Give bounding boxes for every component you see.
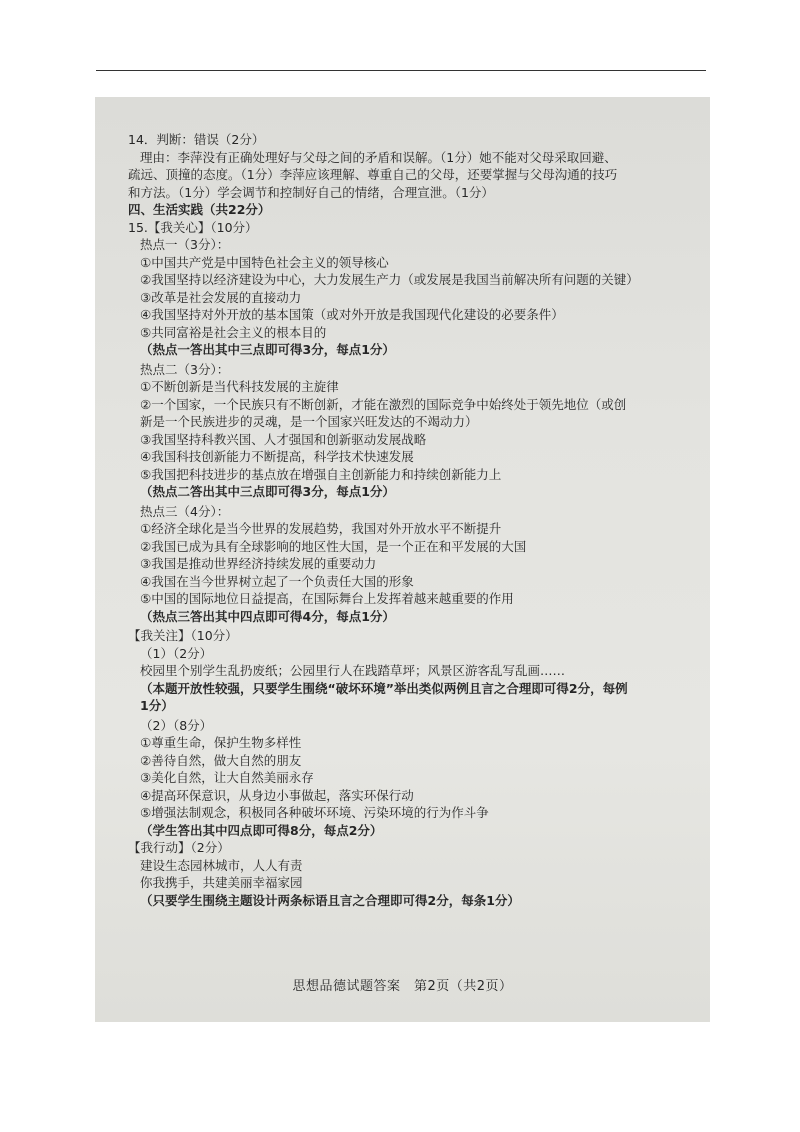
hotspot3-item: ③我国是推动世界经济持续发展的重要动力 [140,556,377,571]
hotspot2-item: ⑤我国把科技进步的基点放在增强自主创新能力和持续创新能力上 [140,466,502,482]
attention-part2-heading: （2）（8分） [140,717,213,733]
attention-part2-item: ④提高环保意识，从身边小事做起，落实环保行动 [140,787,414,803]
hotspot1-item: ④我国坚持对外开放的基本国策（或对外开放是我国现代化建设的必要条件） [140,307,564,322]
page-footer: 思想品德试题答案 第2页（共2页） [292,979,513,994]
attention-part2-item: ⑤增强法制观念，积极同各种破坏环境、污染环境的行为作斗争 [140,805,489,820]
hotspot1-item: ③改革是社会发展的直接动力 [140,289,302,305]
hotspot1-item: ②我国坚持以经济建设为中心，大力发展生产力（或发展是我国当前解决所有问题的关键） [140,272,639,287]
q14-reason-line: 疏远、顶撞的态度。（1分）李萍应该理解、尊重自己的父母，还要掌握与父母沟通的技巧 [128,167,618,182]
action-slogan: 建设生态园林城市，人人有责 [140,857,303,873]
attention-part2-item: ③美化自然，让大自然美丽永存 [140,770,314,785]
attention-part2-item: ①尊重生命，保护生物多样性 [140,735,302,750]
top-rule [96,70,706,71]
hotspot3-item: ⑤中国的国际地位日益提高，在国际舞台上发挥着越来越重要的作用 [140,591,514,606]
hotspot1-item: ⑤共同富裕是社会主义的根本目的 [140,324,327,340]
action-slogan: 你我携手，共建美丽幸福家园 [140,875,303,890]
hotspot3-item: ②我国已成为具有全球影响的地区性大国，是一个正在和平发展的大国 [140,538,527,554]
section4-heading: 四、生活实践（共22分） [128,202,271,217]
attention-part2-item: ②善待自然，做大自然的朋友 [140,752,302,768]
hotspot2-item: ②一个国家，一个民族只有不断创新，才能在激烈的国际竞争中始终处于领先地位（或创 [140,396,627,412]
q14-judgment: 14．判断：错误（2分） [128,132,265,147]
hotspot2-note: （热点二答出其中三点即可得3分，每点1分） [140,484,395,499]
hotspot2-heading: 热点二（3分）： [140,361,230,377]
attention-part2-note: （学生答出其中四点即可得8分，每点2分） [140,822,383,838]
attention-part1-note: （本题开放性较强，只要学生围绕“破坏环境”举出类似两例且言之合理即可得2分，每例 [140,680,628,696]
q15-title: 15.【我关心】（10分） [128,219,258,235]
q14-reason-line: 理由：李萍没有正确处理好与父母之间的矛盾和误解。（1分）她不能对父母采取回避、 [140,149,617,165]
attention-title: 【我关注】（10分） [128,628,238,643]
hotspot1-item: ①中国共产党是中国特色社会主义的领导核心 [140,254,389,270]
answer-content [128,131,693,909]
hotspot3-item: ④我国在当今世界树立起了一个负责任大国的形象 [140,573,414,589]
attention-part1-text: 校园里个别学生乱扔废纸；公园里行人在践踏草坪；风景区游客乱写乱画…… [140,663,566,678]
hotspot2-item: 新是一个民族进步的灵魂，是一个国家兴旺发达的不竭动力） [140,414,478,429]
hotspot3-note: （热点三答出其中四点即可得4分，每点1分） [140,608,395,624]
q14-reason-line: 和方法。（1分）学会调节和控制好自己的情绪，合理宣泄。（1分） [128,184,494,200]
hotspot3-item: ①经济全球化是当今世界的发展趋势，我国对外开放水平不断提升 [140,521,502,536]
hotspot1-heading: 热点一（3分）： [140,237,230,252]
action-note: （只要学生围绕主题设计两条标语且言之合理即可得2分，每条1分） [140,892,520,908]
hotspot1-note: （热点一答出其中三点即可得3分，每点1分） [140,342,395,357]
hotspot2-item: ①不断创新是当代科技发展的主旋律 [140,379,339,394]
attention-part1-note: 1分） [140,698,174,713]
hotspot2-item: ④我国科技创新能力不断提高，科学技术快速发展 [140,449,414,464]
hotspot2-item: ③我国坚持科教兴国、人才强国和创新驱动发展战略 [140,431,427,447]
scanned-answer-sheet [95,97,710,1022]
action-title: 【我行动】（2分） [128,840,230,855]
hotspot3-heading: 热点三（4分）： [140,503,230,519]
attention-part1-heading: （1）（2分） [140,645,213,661]
